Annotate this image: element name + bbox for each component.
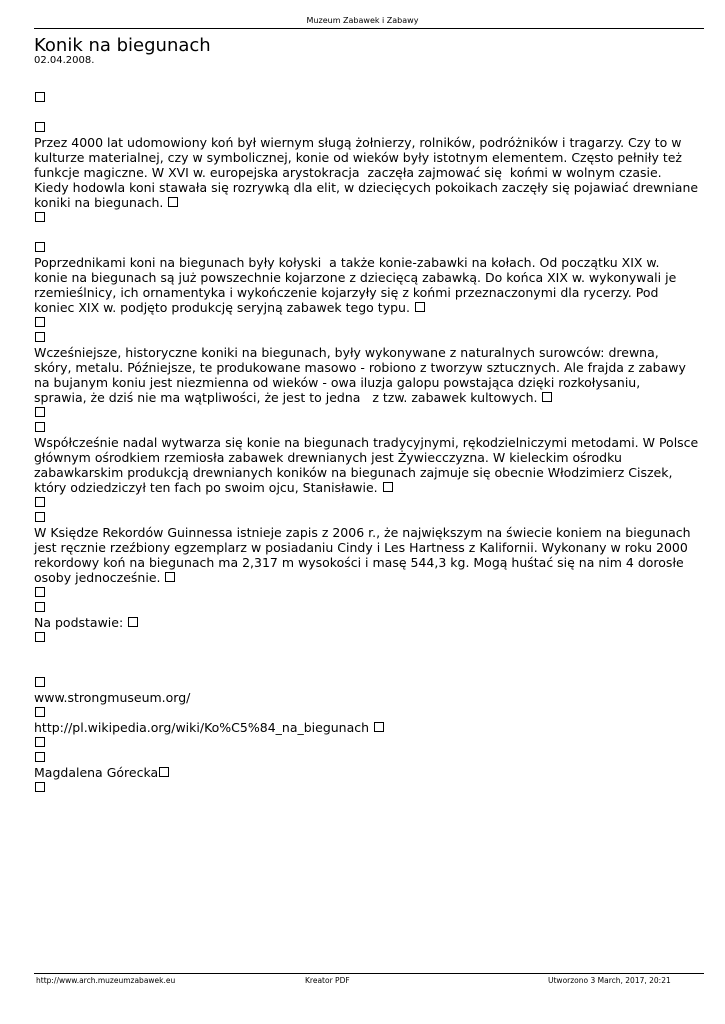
placeholder-glyph-row <box>34 420 694 435</box>
placeholder-box-icon <box>35 212 45 222</box>
placeholder-box-icon <box>35 587 45 597</box>
article-date: 02.04.2008. <box>34 55 95 66</box>
placeholder-box-icon <box>165 572 175 582</box>
placeholder-glyph-row <box>34 675 694 690</box>
placeholder-box-icon <box>35 737 45 747</box>
placeholder-box-icon <box>383 482 393 492</box>
placeholder-box-icon <box>35 92 45 102</box>
placeholder-glyph-row <box>34 750 694 765</box>
paragraph-2-end <box>34 300 694 315</box>
placeholder-box-icon <box>35 677 45 687</box>
paragraph-3-line: Wcześniejsze, historyczne koniki na biegunach, były wykonywane z naturalnych surowców: drewna, <box>34 345 659 360</box>
placeholder-box-icon <box>35 407 45 417</box>
placeholder-box-icon <box>35 707 45 717</box>
placeholder-box-icon <box>35 242 45 252</box>
placeholder-glyph-row <box>34 600 694 615</box>
paragraph-4-line: który odziedziczył ten fach po swoim ojcu, Stanisławie. <box>34 480 378 495</box>
paragraph-1-line: funkcje magiczne. W XVI w. europejska arystokracja zaczęła zajmować się końmi w wolnym czasie. <box>34 165 662 180</box>
paragraph-1-line: Przez 4000 lat udomowiony koń był wiernym sługą żołnierzy, rolników, podróżników i tragarzy. Czy to w <box>34 135 682 150</box>
placeholder-box-icon <box>35 332 45 342</box>
footer-url-link[interactable]: http://www.arch.muzeumzabawek.eu <box>36 976 176 985</box>
paragraph-5-line: W Księdze Rekordów Guinnessa istnieje zapis z 2006 r., że największym na świecie koniem na biegunach <box>34 525 691 540</box>
source-link-strongmuseum[interactable]: www.strongmuseum.org/ <box>34 690 191 705</box>
placeholder-box-icon <box>35 512 45 522</box>
placeholder-box-icon <box>415 302 425 312</box>
sources-heading <box>34 615 694 630</box>
placeholder-box-icon <box>35 782 45 792</box>
article-body <box>34 90 699 795</box>
source-link-wikipedia[interactable]: http://pl.wikipedia.org/wiki/Ko%C5%84_na_biegunach <box>34 720 370 735</box>
placeholder-glyph-row <box>34 630 694 645</box>
placeholder-box-icon <box>159 767 169 777</box>
footer-created-date: Utworzono 3 March, 2017, 20:21 <box>548 976 671 985</box>
paragraph-2-line: rzemieślnicy, ich ornamentyka i wykończenie kojarzyły się z końmi przeznaczonymi dla rycerzy. Pod <box>34 285 659 300</box>
footer-divider <box>34 973 704 974</box>
author-row <box>34 765 694 780</box>
placeholder-box-icon <box>35 632 45 642</box>
placeholder-box-icon <box>35 122 45 132</box>
paragraph-1-line: Kiedy hodowla koni stawała się rozrywką dla elit, w dziecięcych pokoikach zaczęły się pojawiać drewniane <box>34 180 699 195</box>
placeholder-box-icon <box>35 752 45 762</box>
placeholder-glyph-row <box>34 585 694 600</box>
paragraph-1-line: kulturze materialnej, czy w symbolicznej, konie od wieków były istotnym elementem. Często pełniły też <box>34 150 682 165</box>
sources-label: Na podstawie: <box>34 615 124 630</box>
placeholder-glyph-row <box>34 735 694 750</box>
placeholder-box-icon <box>128 617 138 627</box>
placeholder-glyph-row <box>34 405 694 420</box>
paragraph-3-line: skóry, metalu. Późniejsze, te produkowane masowo - robiono z tworzyw sztucznych. Ale frajda z zabawy <box>34 360 686 375</box>
placeholder-glyph-row <box>34 330 694 345</box>
article-author: Magdalena Górecka <box>34 765 159 780</box>
paragraph-4-line: Współcześnie nadal wytwarza się konie na biegunach tradycyjnymi, rękodzielniczymi metodami. W Polsce <box>34 435 699 450</box>
paragraph-3-line: na bujanym koniu jest niezmienna od wieków - owa iluzja galopu powstająca dzięki rozkołysaniu, <box>34 375 641 390</box>
paragraph-5-end <box>34 570 694 585</box>
placeholder-box-icon <box>542 392 552 402</box>
header-divider <box>34 28 704 29</box>
placeholder-box-icon <box>35 317 45 327</box>
placeholder-box-icon <box>35 602 45 612</box>
header-site-name: Muzeum Zabawek i Zabawy <box>306 16 419 25</box>
paragraph-4-line: zabawkarskim produkcją drewnianych koników na biegunach zajmuje się obecnie Włodzimierz Ciszek, <box>34 465 673 480</box>
placeholder-glyph-row <box>34 495 694 510</box>
paragraph-4-end <box>34 480 694 495</box>
placeholder-glyph-row <box>34 705 694 720</box>
paragraph-5-line: jest ręcznie rzeźbiony egzemplarz w posiadaniu Cindy i Les Hartness z Kalifornii. Wykonany w roku 2000 <box>34 540 688 555</box>
paragraph-2-line: konie na biegunach są już powszechnie kojarzone z dziecięcą zabawką. Do końca XIX w. wykonywali je <box>34 270 677 285</box>
paragraph-1-line: koniki na biegunach. <box>34 195 164 210</box>
placeholder-glyph-row <box>34 210 694 225</box>
placeholder-glyph-row <box>34 240 694 255</box>
placeholder-glyph-row <box>34 120 694 135</box>
placeholder-glyph-row <box>34 510 694 525</box>
paragraph-5-line: rekordowy koń na biegunach ma 2,317 m wysokości i masę 544,3 kg. Mogą huśtać się na nim 4 dorosłe <box>34 555 684 570</box>
paragraph-3-line: sprawia, że dziś nie ma wątpliwości, że jest to jedna z tzw. zabawek kultowych. <box>34 390 538 405</box>
paragraph-3-end <box>34 390 694 405</box>
paragraph-5-line: osoby jednocześnie. <box>34 570 161 585</box>
placeholder-glyph-row <box>34 780 694 795</box>
placeholder-glyph-row <box>34 90 694 105</box>
placeholder-box-icon <box>35 422 45 432</box>
footer-generator: Kreator PDF <box>305 976 350 985</box>
paragraph-4-line: głównym ośrodkiem rzemiosła zabawek drewnianych jest Żywiecczyzna. W kieleckim ośrodku <box>34 450 622 465</box>
article-title: Konik na biegunach <box>34 35 211 56</box>
placeholder-box-icon <box>374 722 384 732</box>
placeholder-box-icon <box>35 497 45 507</box>
placeholder-box-icon <box>168 197 178 207</box>
paragraph-1-end <box>34 195 694 210</box>
placeholder-glyph-row <box>34 315 694 330</box>
source-row-wikipedia <box>34 720 694 735</box>
paragraph-2-line: Poprzednikami koni na biegunach były kołyski a także konie-zabawki na kołach. Od początku XIX w. <box>34 255 660 270</box>
paragraph-2-line: koniec XIX w. podjęto produkcję seryjną zabawek tego typu. <box>34 300 410 315</box>
